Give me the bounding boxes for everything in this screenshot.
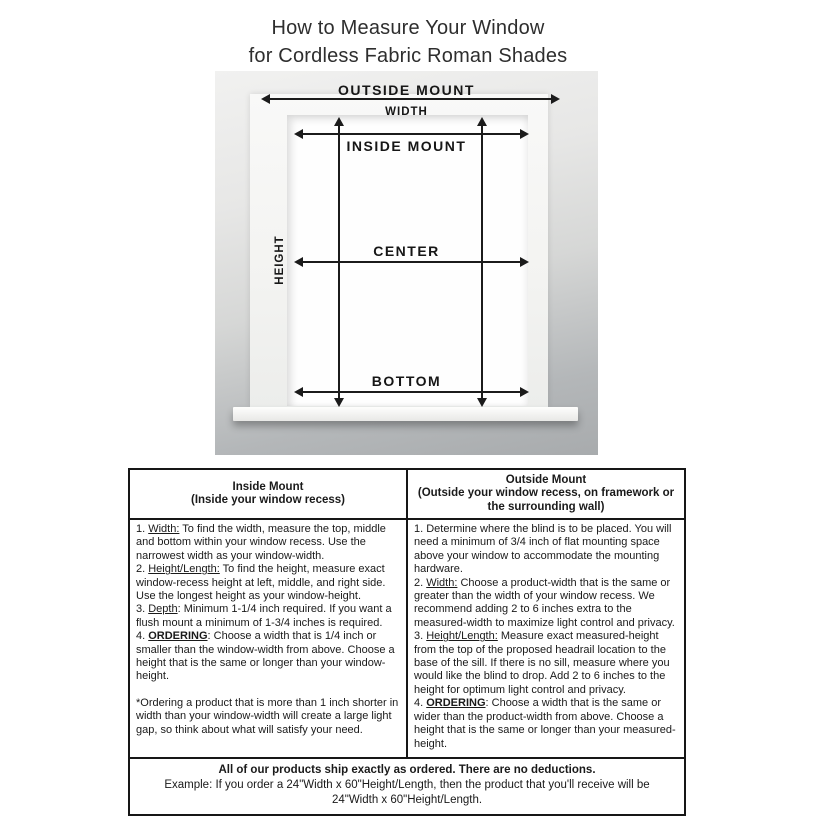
inside-mount-footnote: *Ordering a product that is more than 1 inch shorter in width than your window-width will create a large light gap, so think about what will satisfy your need.	[136, 696, 399, 736]
bottom-arrow	[296, 391, 527, 393]
table-footer-row	[130, 757, 684, 814]
window-photo	[215, 71, 598, 455]
height-label: HEIGHT	[274, 235, 286, 285]
instruction-item: 4. ORDERING: Choose a width that is 1/4 inch or smaller than the window-width from above. Choose a height that is the same or longer than your window-height.	[136, 630, 395, 683]
inside-mount-header-title: Inside Mount	[232, 480, 304, 493]
instruction-item: 3. Depth: Minimum 1-1/4 inch required. If you want a flush mount a minimum of 1-3/4 inches is required.	[136, 603, 392, 629]
window-sill	[233, 407, 578, 421]
height-arrow-left	[338, 119, 340, 405]
outside-mount-arrow	[263, 98, 558, 100]
inside-mount-label: INSIDE MOUNT	[346, 138, 467, 154]
instructions-table	[128, 468, 686, 816]
center-arrow	[296, 261, 527, 263]
page-title	[0, 14, 816, 70]
instruction-item: 3. Height/Length: Measure exact measured-height from the top of the proposed headrail location to the base of the sill. If there is no sill, measure where you would like the blind to drop. Add 2 to 6 inches to the height for optimum light control and privacy.	[414, 630, 670, 696]
instruction-item: 1. Determine where the blind is to be placed. You will need a minimum of 3/4 inch of flat mounting space above your window to accommodate the mounting hardware.	[414, 523, 672, 576]
outside-mount-label: OUTSIDE MOUNT	[338, 82, 475, 98]
inside-mount-cell	[130, 520, 408, 757]
center-label: CENTER	[373, 243, 440, 259]
bottom-label: BOTTOM	[371, 373, 442, 389]
width-label: WIDTH	[385, 106, 428, 118]
outside-mount-cell	[408, 520, 684, 757]
page-title-line1: How to Measure Your Window	[271, 17, 545, 39]
inside-mount-header	[130, 470, 408, 518]
table-header-row	[130, 470, 684, 520]
footer-example-line1: Example: If you order a 24"Width x 60"Height/Length, then the product that you'll receive will be	[164, 778, 650, 791]
footer-bold-line: All of our products ship exactly as ordered. There are no deductions.	[218, 763, 596, 776]
inside-mount-header-sub: (Inside your window recess)	[190, 494, 345, 506]
instruction-item: 2. Width: Choose a product-width that is the same or greater than the width of your window recess. We recommend adding 2 to 6 inches extra to the measured-width to maximize light control and privacy.	[414, 576, 675, 629]
instruction-item: 2. Height/Length: To find the height, measure exact window-recess height at left, middle, and right side. Use the longest height as your window-height.	[136, 563, 386, 603]
inside-mount-arrow	[296, 133, 527, 135]
footer-example-line2: 24"Width x 60"Height/Length.	[331, 793, 483, 806]
instruction-item: 4. ORDERING: Choose a width that is the same or wider than the product-width from above. Choose a height that is the same or longer than your measured-height.	[414, 697, 676, 750]
outside-mount-header	[408, 470, 684, 518]
inside-mount-items	[136, 523, 401, 684]
table-body-row	[130, 520, 684, 757]
page-title-line2: for Cordless Fabric Roman Shades	[248, 45, 568, 67]
height-arrow-right	[481, 119, 483, 405]
outside-mount-header-title: Outside Mount	[505, 473, 587, 486]
outside-mount-items	[414, 523, 679, 751]
outside-mount-header-sub: (Outside your window recess, on framework or the surrounding wall)	[417, 487, 675, 513]
instruction-item: 1. Width: To find the width, measure the top, middle and bottom within your window recess. Use the narrowest width as your window-width.	[136, 523, 386, 562]
